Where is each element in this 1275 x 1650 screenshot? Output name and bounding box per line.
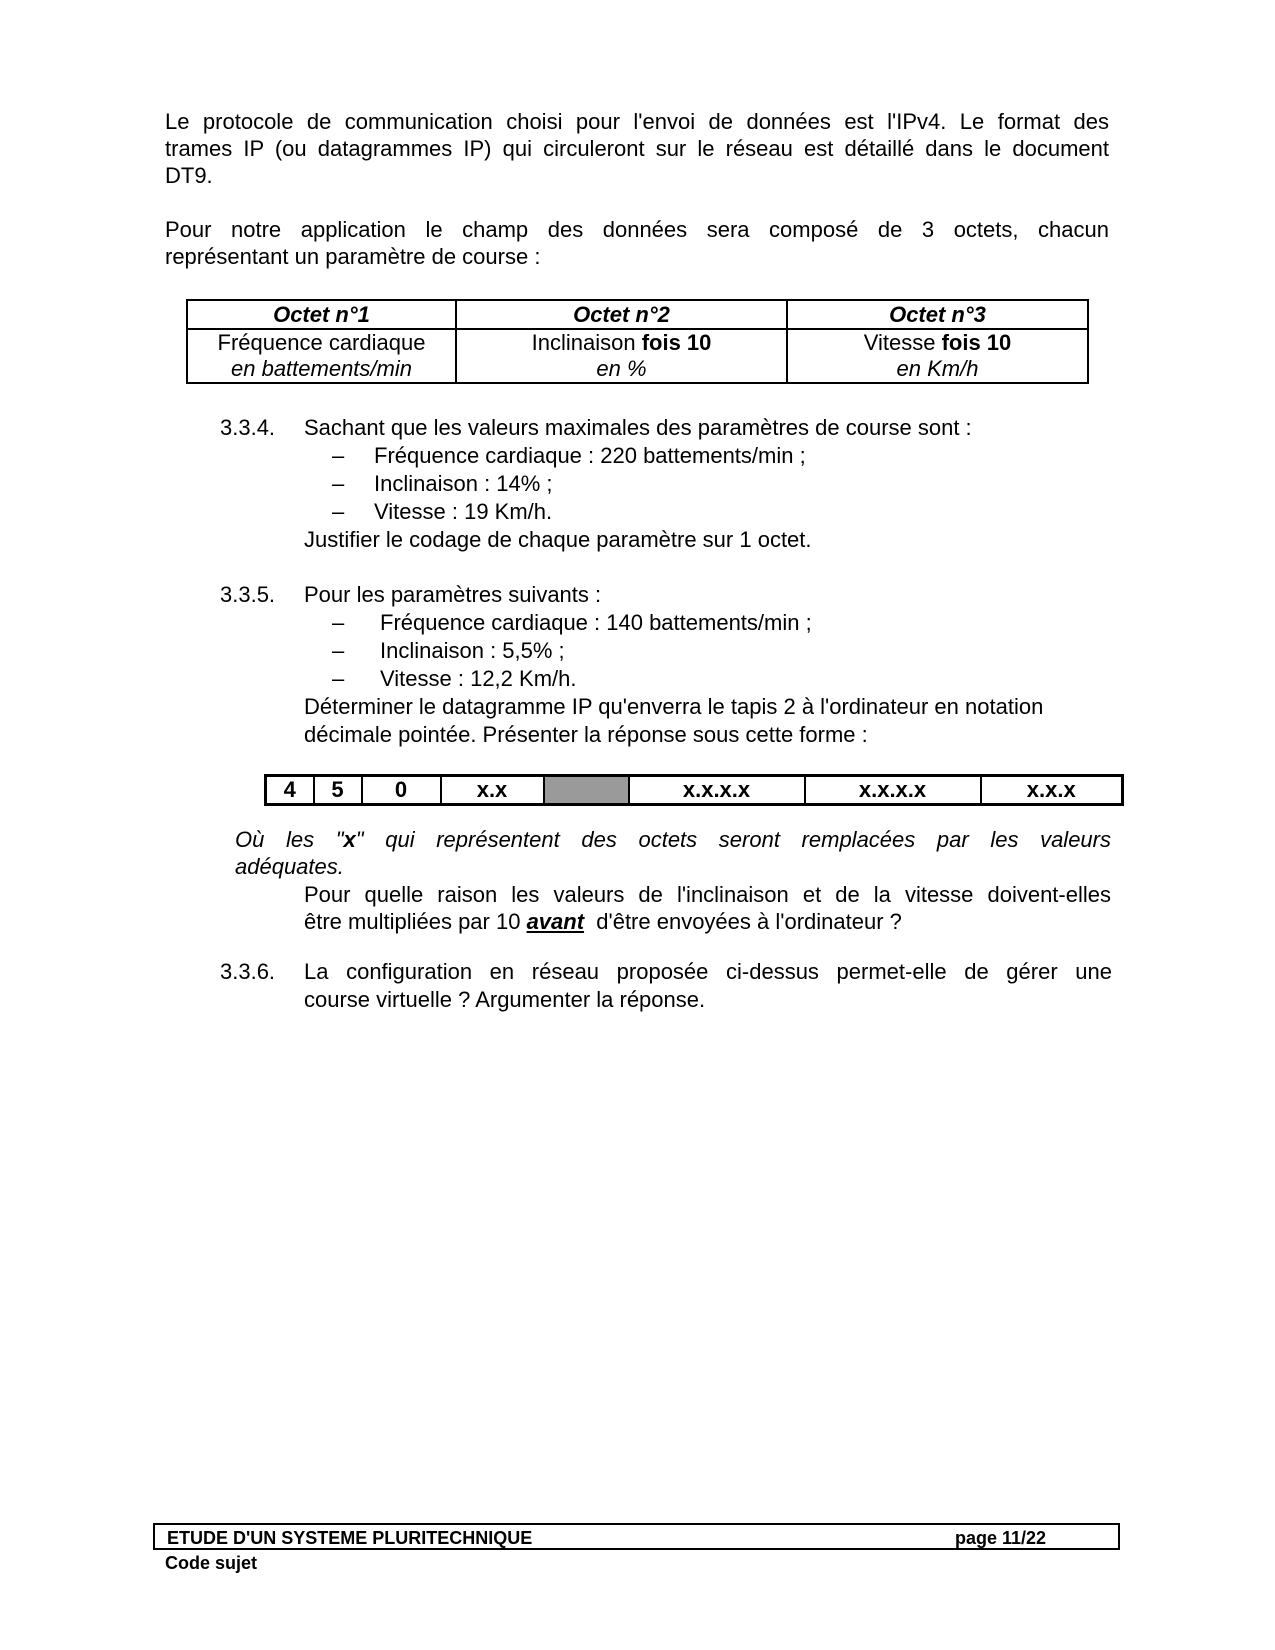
octet-header: Octet n°1 (187, 300, 456, 329)
intro2-line: Pour notre application le champ des données sera composé de 3 octets, chacun (165, 217, 1109, 242)
question-number: 3.3.6. (220, 959, 276, 984)
bullet-item (304, 637, 1112, 665)
bullet-text: Fréquence cardiaque : 220 battements/min ; (374, 443, 806, 468)
param-name: Vitesse (863, 330, 942, 355)
bullet-text: Inclinaison : 5,5% ; (380, 638, 565, 663)
octet-body-row (187, 329, 1088, 383)
why-avant: avant (526, 909, 585, 934)
dash-icon: – (332, 610, 345, 635)
why-paragraph (304, 881, 1111, 935)
bullet-item (304, 470, 1112, 498)
datagram-row (266, 776, 1123, 805)
datagram-cell: 5 (314, 776, 362, 805)
datagram-cell: x.x.x (981, 776, 1123, 805)
dash-icon: – (332, 638, 345, 663)
intro2-paragraph (165, 216, 1109, 270)
bullet-text: Inclinaison : 14% ; (374, 471, 553, 496)
intro-paragraph (165, 108, 1109, 189)
why-pre: être multipliées par 10 (304, 909, 527, 934)
footer-title: ETUDE D'UN SYSTEME PLURITECHNIQUE (167, 1528, 533, 1548)
dash-icon: – (332, 471, 345, 496)
intro-line: DT9. (165, 163, 213, 188)
intro2-line: représentant un paramètre de course : (165, 244, 541, 269)
intro-line: trames IP (ou datagrammes IP) qui circuleront sur le réseau est détaillé dans le document (165, 136, 1109, 161)
question-number: 3.3.5. (220, 582, 276, 607)
question-335 (220, 581, 1112, 749)
bullet-text: Fréquence cardiaque : 140 battements/min ; (380, 610, 812, 635)
param-factor: fois 10 (941, 330, 1012, 355)
datagram-cell: x.x.x.x (805, 776, 981, 805)
footer-box (153, 1523, 1120, 1550)
dash-icon: – (332, 443, 345, 468)
datagram-cell: 0 (362, 776, 441, 805)
note-pre: Où les " (235, 827, 344, 852)
question-intro: Pour les paramètres suivants : (304, 582, 602, 607)
question-instruction: décimale pointée. Présenter la réponse sous cette forme : (304, 722, 868, 747)
datagram-cell-shaded (544, 776, 629, 805)
datagram-cell: 4 (266, 776, 314, 805)
question-number: 3.3.4. (220, 415, 276, 440)
why-line: Pour quelle raison les valeurs de l'inclinaison et de la vitesse doivent-elles (304, 882, 1111, 907)
note-x: x (343, 827, 356, 852)
question-instruction: Déterminer le datagramme IP qu'enverra le tapis 2 à l'ordinateur en notation (304, 694, 1044, 719)
footer-page: page 11/22 (955, 1528, 1047, 1548)
dash-icon: – (332, 499, 345, 524)
note-line: adéquates. (235, 854, 344, 879)
octet-cell (187, 329, 456, 383)
datagram-cell: x.x (441, 776, 544, 805)
why-post: d'être envoyées à l'ordinateur ? (584, 909, 902, 934)
bullet-item (304, 665, 1112, 693)
bullet-item (304, 498, 1112, 526)
note-paragraph (235, 826, 1111, 880)
question-line: La configuration en réseau proposée ci-dessus permet-elle de gérer une (304, 959, 1112, 984)
note-line (235, 826, 1111, 853)
why-line (304, 908, 1111, 935)
note-post: " qui représentent des octets seront remplacées par les valeurs (355, 827, 1111, 852)
octet-header-row (187, 300, 1088, 329)
octet-header: Octet n°3 (787, 300, 1088, 329)
bullet-item (304, 609, 1112, 637)
datagram-template (264, 774, 1124, 806)
param-unit: en battements/min (231, 356, 412, 381)
param-factor: fois 10 (641, 330, 712, 355)
bullet-item (304, 442, 1112, 470)
bullet-text: Vitesse : 12,2 Km/h. (380, 666, 577, 691)
param-unit: en % (596, 356, 647, 381)
octet-cell (787, 329, 1088, 383)
footer-code: Code sujet (165, 1553, 258, 1573)
octet-header: Octet n°2 (456, 300, 787, 329)
param-unit: en Km/h (896, 356, 979, 381)
datagram-cell: x.x.x.x (629, 776, 805, 805)
question-conclusion: Justifier le codage de chaque paramètre sur 1 octet. (304, 527, 812, 552)
octet-table (186, 299, 1089, 384)
bullet-text: Vitesse : 19 Km/h. (374, 499, 553, 524)
octet-cell (456, 329, 787, 383)
param-name: Fréquence cardiaque (217, 330, 426, 355)
question-336 (220, 958, 1112, 1014)
intro-line: Le protocole de communication choisi pour l'envoi de données est l'IPv4. Le format des (165, 109, 1109, 134)
question-334 (220, 414, 1112, 554)
param-name: Inclinaison (531, 330, 642, 355)
question-intro: Sachant que les valeurs maximales des paramètres de course sont : (304, 415, 972, 440)
dash-icon: – (332, 666, 345, 691)
question-line: course virtuelle ? Argumenter la réponse. (304, 987, 706, 1012)
